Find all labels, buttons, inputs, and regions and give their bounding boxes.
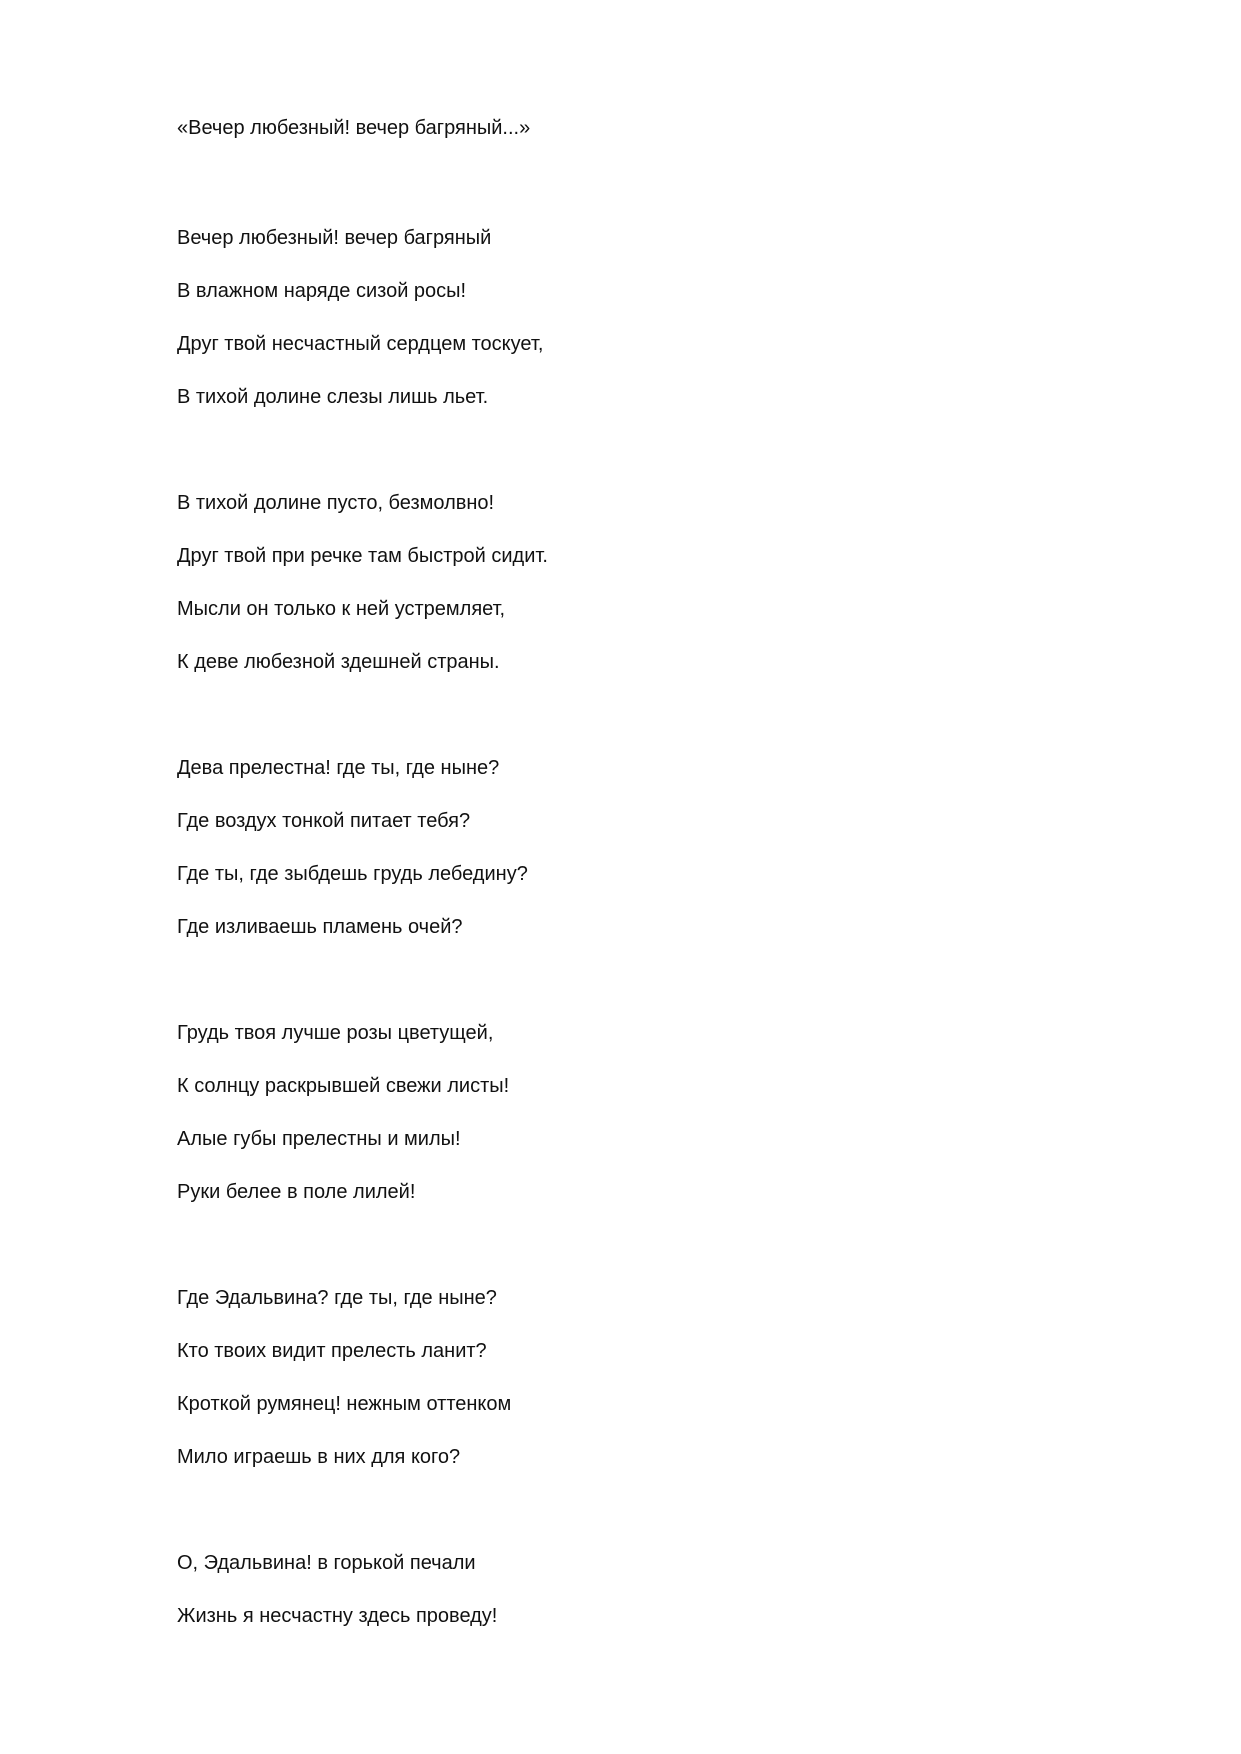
- poem-line: Кто твоих видит прелесть ланит?: [177, 1340, 487, 1362]
- stanza-6: [177, 1537, 497, 1643]
- poem-line: Где Эдальвина? где ты, где ныне?: [177, 1287, 497, 1309]
- poem-line: К солнцу раскрывшей свежи листы!: [177, 1075, 510, 1097]
- poem-line: Жизнь я несчастну здесь проведу!: [177, 1605, 498, 1627]
- poem-title: «Вечер любезный! вечер багряный...»: [177, 117, 531, 139]
- poem-line: В тихой долине пусто, безмолвно!: [177, 492, 495, 514]
- stanza-2: [177, 477, 548, 689]
- poem-line: В влажном наряде сизой росы!: [177, 280, 467, 302]
- poem-line: Вечер любезный! вечер багряный: [177, 227, 492, 249]
- stanza-3: [177, 742, 528, 954]
- poem-line: Мило играешь в них для кого?: [177, 1446, 461, 1468]
- poem-line: Алые губы прелестны и милы!: [177, 1128, 461, 1150]
- poem-line: Дева прелестна! где ты, где ныне?: [177, 757, 500, 779]
- poem-line: Кроткой румянец! нежным оттенком: [177, 1393, 512, 1415]
- poem-line: Друг твой при речке там быстрой сидит.: [177, 545, 548, 567]
- poem-line: К деве любезной здешней страны.: [177, 651, 500, 673]
- poem-line: Грудь твоя лучше розы цветущей,: [177, 1022, 494, 1044]
- poem-line: Руки белее в поле лилей!: [177, 1181, 416, 1203]
- poem-line: Где воздух тонкой питает тебя?: [177, 810, 471, 832]
- stanza-1: [177, 212, 543, 424]
- poem-line: Где изливаешь пламень очей?: [177, 916, 463, 938]
- poem-line: Друг твой несчастный сердцем тоскует,: [177, 333, 544, 355]
- poem-line: О, Эдальвина! в горькой печали: [177, 1552, 476, 1574]
- poem-line: Где ты, где зыбдешь грудь лебедину?: [177, 863, 528, 885]
- stanza-5: [177, 1272, 511, 1484]
- poem-line: Мысли он только к ней устремляет,: [177, 598, 506, 620]
- stanza-4: [177, 1007, 509, 1219]
- poem-line: В тихой долине слезы лишь льет.: [177, 386, 489, 408]
